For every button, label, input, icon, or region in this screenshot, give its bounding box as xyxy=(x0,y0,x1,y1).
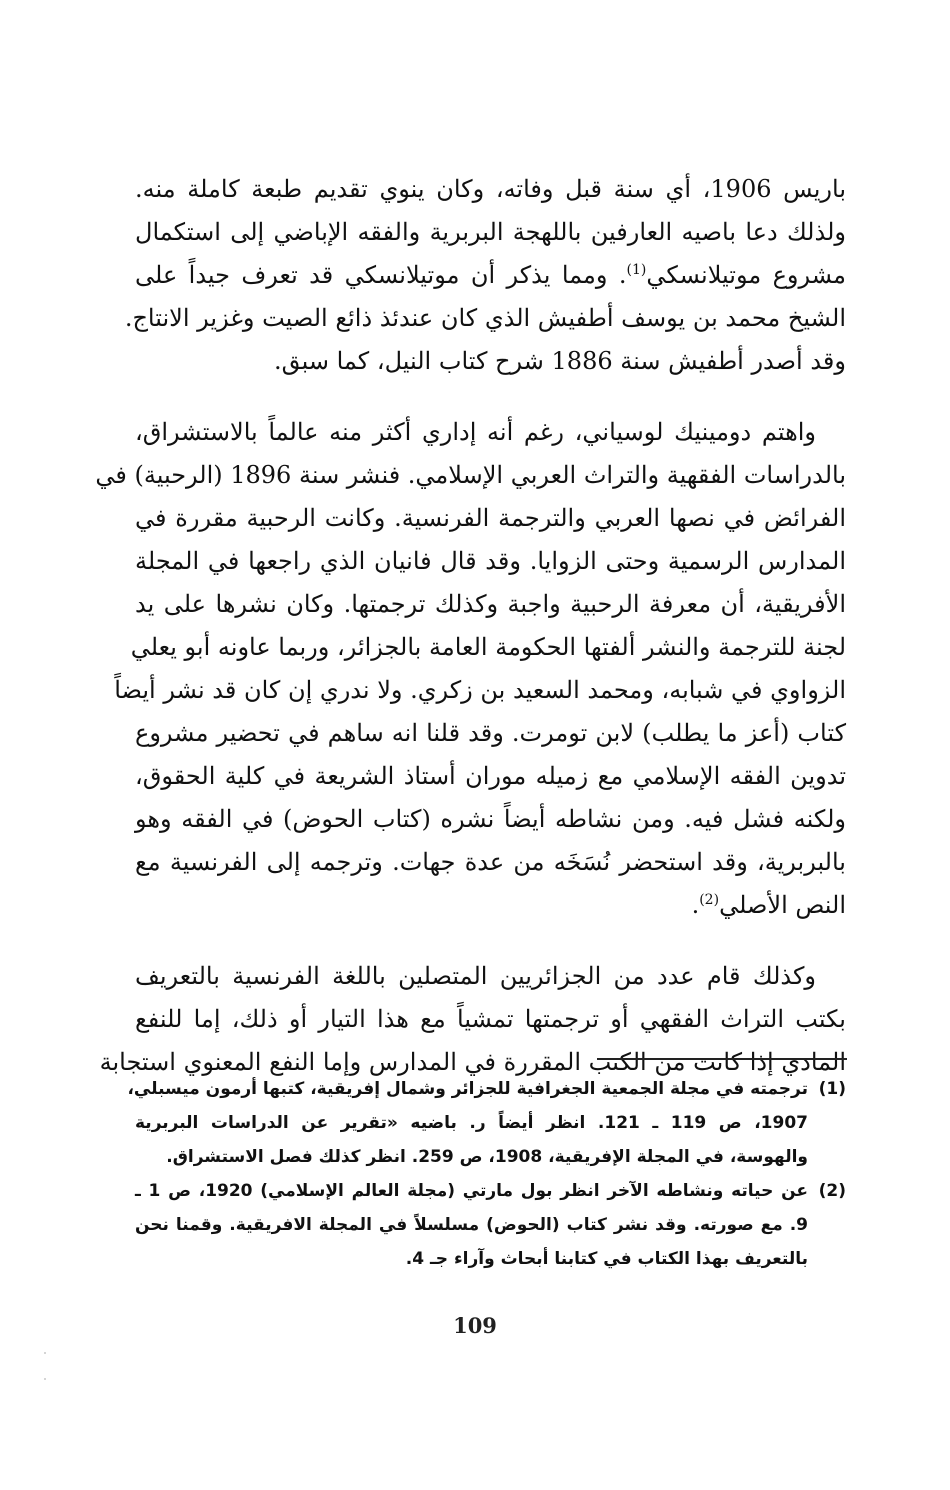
paragraph-3 xyxy=(99,955,846,1084)
paragraph-1 xyxy=(124,168,847,383)
scan-speck xyxy=(44,1378,46,1380)
footnote-number: (2) xyxy=(818,1181,846,1201)
scan-speck xyxy=(44,1352,46,1354)
text-line xyxy=(135,884,846,927)
footnote-2 xyxy=(135,1174,846,1276)
footnotes xyxy=(127,1072,846,1276)
text-line: وقد أصدر أطفيش سنة 1886 شرح كتاب النيل، كما سبق. xyxy=(273,347,846,375)
text-line: بالدراسات الفقهية والتراث العربي الإسلامي. فنشر سنة 1896 (الرحبية) في xyxy=(95,461,846,489)
body-text xyxy=(95,168,847,1084)
text-fragment: . xyxy=(691,891,700,919)
text-line: ولكنه فشل فيه. ومن نشاطه أيضاً نشره (كتاب الحوض) في الفقه وهو xyxy=(135,805,846,833)
text-line: وكذلك قام عدد من الجزائريين المتصلين باللغة الفرنسية بالتعريف xyxy=(135,962,816,990)
footnote-line: 9. مع صورته. وقد نشر كتاب (الحوض) مسلسلاً في المجلة الافريقية. وقمنا نحن xyxy=(135,1215,808,1235)
text-line: تدوين الفقه الإسلامي مع زميله موران أستاذ الشريعة في كلية الحقوق، xyxy=(135,762,846,790)
footnote-number: (1) xyxy=(818,1079,846,1099)
text-line: الأفريقية، أن معرفة الرحبية واجبة وكذلك ترجمتها. وكان نشرها على يد xyxy=(135,590,846,618)
footnote-line: بالتعريف بهذا الكتاب في كتابنا أبحاث وآراء جـ 4. xyxy=(405,1249,808,1269)
footnote-divider xyxy=(597,1058,847,1060)
footnote-1 xyxy=(127,1072,846,1174)
footnote-line: والهوسة، في المجلة الإفريقية، 1908، ص 259. انظر كذلك فصل الاستشراق. xyxy=(166,1147,808,1167)
text-line: المادي إذا كانت من الكتب المقررة في المدارس وإما النفع المعنوي استجابة xyxy=(99,1048,846,1076)
text-line: واهتم دومينيك لوسياني، رغم أنه إداري أكثر منه عالماً بالاستشراق، xyxy=(135,418,816,446)
text-line: ولذلك دعا باصيه العارفين باللهجة البربرية والفقه الإباضي إلى استكمال xyxy=(135,218,846,246)
text-line: الفرائض في نصها العربي والترجمة الفرنسية. وكانت الرحبية مقررة في xyxy=(135,504,846,532)
footnote-line xyxy=(127,1072,846,1106)
text-line: كتاب (أعز ما يطلب) لابن تومرت. وقد قلنا انه ساهم في تحضير مشروع xyxy=(135,719,846,747)
paragraph-2 xyxy=(95,411,846,927)
text-fragment: مشروع موتيلانسكي xyxy=(646,261,847,289)
footnote-ref-2[interactable]: (2) xyxy=(699,892,720,908)
page-number: 109 xyxy=(453,1313,497,1338)
text-fragment: . ومما يذكر أن موتيلانسكي قد تعرف جيداً على xyxy=(135,261,627,289)
text-line: بالبربرية، وقد استحضر نُسَخَه من عدة جهات. وترجمه إلى الفرنسية مع xyxy=(135,848,846,876)
text-line: الزواوي في شبابه، ومحمد السعيد بن زكري. ولا ندري إن كان قد نشر أيضاً xyxy=(114,676,846,704)
text-line: بكتب التراث الفقهي أو ترجمتها تمشياً مع هذا التيار أو ذلك، إما للنفع xyxy=(135,1005,846,1033)
footnote-text: ترجمته في مجلة الجمعية الجغرافية للجزائر وشمال إفريقية، كتبها أرمون ميسبلي، xyxy=(127,1079,808,1099)
text-fragment: النص الأصلي xyxy=(719,891,846,919)
text-line: لجنة للترجمة والنشر ألفتها الحكومة العامة بالجزائر، وربما عاونه أبو يعلي xyxy=(130,633,846,661)
text-line: باريس 1906، أي سنة قبل وفاته، وكان ينوي تقديم طبعة كاملة منه. xyxy=(135,175,846,203)
text-line: المدارس الرسمية وحتى الزوايا. وقد قال فانيان الذي راجعها في المجلة xyxy=(135,547,846,575)
footnote-line: 1907، ص 119 ـ 121. انظر أيضاً ر. باضيه «تقرير عن الدراسات البربرية xyxy=(135,1113,808,1133)
footnote-ref-1[interactable]: (1) xyxy=(626,262,647,278)
footnote-text: عن حياته ونشاطه الآخر انظر بول مارتي (مجلة العالم الإسلامي) 1920، ص 1 ـ xyxy=(135,1181,808,1201)
text-line xyxy=(135,254,846,297)
text-line: الشيخ محمد بن يوسف أطفيش الذي كان عندئذ ذائع الصيت وغزير الانتاج. xyxy=(124,304,846,332)
footnote-line xyxy=(135,1174,846,1208)
